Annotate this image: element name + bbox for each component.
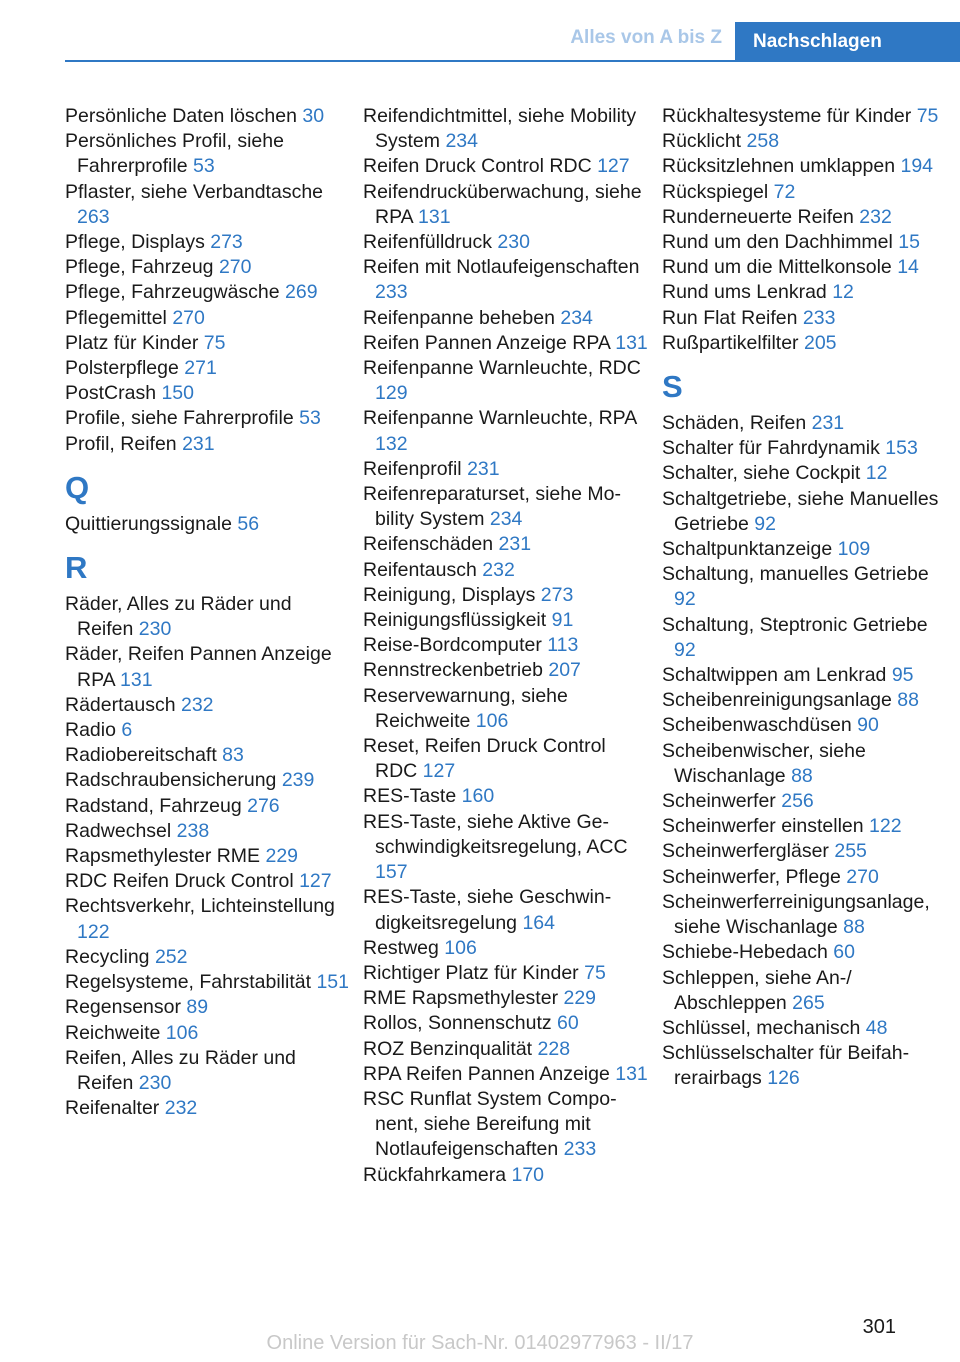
index-entry [363, 1163, 648, 1188]
index-entry [363, 331, 648, 356]
index-entry-term: RES-Taste [363, 785, 462, 808]
index-entry-term: Reifenpanne Warnleuchte, RPA [363, 407, 637, 430]
index-entry-page-link[interactable]: 232 [180, 693, 214, 716]
index-entry-term: Schaltgetriebe, siehe Manuelles Getriebe [662, 487, 939, 535]
index-entry-page-link[interactable]: 92 [674, 588, 696, 611]
index-entry-term: Reifen Druck Control RDC [363, 155, 598, 178]
index-entry-term: Runderneuerte Reifen [662, 205, 860, 228]
index-entry [662, 230, 947, 255]
index-entry-term: PostCrash [65, 382, 162, 405]
index-entry-term: Reifenreparaturset, siehe Mobility System [363, 483, 621, 531]
index-entry-page-link[interactable]: 75 [203, 331, 226, 354]
index-entry [65, 945, 350, 970]
index-entry-page-link[interactable]: 273 [540, 583, 574, 606]
index-entry-term: Reinigung, Displays [363, 583, 541, 606]
index-entry-term: RPA Reifen Pannen Anzeige [363, 1062, 616, 1085]
index-entry-page-link[interactable]: 126 [767, 1067, 800, 1090]
index-entry [65, 1046, 350, 1096]
index-entry [662, 104, 947, 129]
index-entry [65, 331, 350, 356]
index-entry [662, 154, 947, 179]
index-column-2 [363, 104, 648, 1188]
index-entry [65, 306, 350, 331]
index-entry-page-link[interactable]: 132 [375, 432, 408, 455]
index-entry-term: Pflege, Displays [65, 231, 211, 254]
index-entry-term: Schlüsselschalter für Beifahrerairbags [662, 1042, 910, 1090]
index-entry-term: Rücklicht [662, 130, 747, 153]
index-entry-term: Radschraubensicherung [65, 769, 282, 792]
index-entry-term: Schäden, Reifen [662, 412, 812, 435]
index-entry-term: Regelsysteme, Fahrstabilität [65, 971, 317, 994]
index-entry [65, 432, 350, 457]
index-entry-page-link[interactable]: 6 [121, 719, 133, 742]
index-entry [363, 482, 648, 532]
index-entry-term: Regensensor [65, 996, 187, 1019]
index-entry-page-link[interactable]: 88 [791, 764, 813, 787]
index-entry-term: Reifenpanne Warnleuchte, RDC [363, 357, 641, 380]
index-entry-page-link[interactable]: 48 [865, 1016, 888, 1039]
index-entry [662, 411, 947, 436]
index-entry [662, 966, 947, 1016]
header-section-title: Alles von A bis Z [570, 27, 722, 48]
index-entry-term: Räder, Alles zu Räder und Reifen [65, 593, 292, 641]
index-entry-term: Rückhaltesysteme für Kinder [662, 105, 917, 127]
index-entry-page-link[interactable]: 15 [898, 231, 920, 254]
index-entry-term: Persönliche Daten löschen [65, 105, 303, 127]
index-entry-page-link[interactable]: 231 [498, 533, 532, 556]
index-entry [363, 356, 648, 406]
index-entry-term: Rund um die Mittelkonsole [662, 256, 898, 279]
index-entry-term: Rund um den Dachhimmel [662, 231, 899, 254]
index-entry-page-link[interactable]: 258 [746, 130, 780, 153]
index-entry-term: Radwechsel [65, 819, 177, 842]
index-entry-term: Reichweite [65, 1021, 166, 1044]
index-entry-term: Platz für Kinder [65, 331, 204, 354]
index-entry-page-link[interactable]: 106 [165, 1021, 199, 1044]
index-entry-page-link[interactable]: 270 [218, 256, 252, 279]
index-entry [363, 255, 648, 305]
index-entry-page-link[interactable]: 263 [77, 205, 110, 228]
index-entry-term: Scheinwerfer einstellen [662, 815, 870, 838]
index-entry-term: Rapsmethylester RME [65, 845, 266, 868]
index-entry [65, 642, 350, 692]
index-entry-term: Pflege, Fahrzeugwäsche [65, 281, 286, 304]
index-entry-term: Rädertausch [65, 693, 181, 716]
index-entry-page-link[interactable]: 233 [375, 281, 408, 304]
index-entry-page-link[interactable]: 12 [865, 462, 888, 485]
index-entry-term: Reifendichtmittel, siehe Mobility System [363, 105, 637, 153]
index-entry [662, 789, 947, 814]
index-entry-page-link[interactable]: 131 [418, 205, 451, 228]
index-entry [65, 819, 350, 844]
index-entry [363, 104, 648, 154]
index-entry [363, 457, 648, 482]
index-entry-term: ROZ Benzinqualität [363, 1037, 538, 1060]
index-entry-page-link[interactable]: 229 [563, 987, 597, 1010]
index-entry [65, 592, 350, 642]
index-entry [65, 1096, 350, 1121]
online-version-footer: Online Version für Sach-Nr. 01402977963 - II/17 [266, 1332, 694, 1354]
index-entry [662, 865, 947, 890]
index-entry-page-link[interactable]: 122 [869, 815, 902, 838]
index-entry-page-link[interactable]: 230 [497, 231, 530, 254]
index-entry-term: Reservewarnung, siehe Reichweite [363, 684, 568, 732]
index-entry-page-link[interactable]: 157 [375, 861, 408, 884]
index-entry [363, 306, 648, 331]
index-entry [662, 839, 947, 864]
index-entry-term: Rückfahrkamera [363, 1163, 512, 1186]
index-entry [662, 688, 947, 713]
index-entry [662, 814, 947, 839]
index-entry-term: Räder, Reifen Pannen Anzeige RPA [65, 643, 332, 691]
index-entry-term: Profil, Reifen [65, 432, 183, 455]
index-entry [662, 487, 947, 537]
index-entry [662, 562, 947, 612]
index-entry-page-link[interactable]: 153 [885, 437, 918, 460]
index-entry [65, 180, 350, 230]
index-entry-term: Reifenfülldruck [363, 231, 498, 254]
index-entry-term: Rückspiegel [662, 180, 774, 203]
index-entry [662, 306, 947, 331]
index-entry-term: Rennstreckenbetrieb [363, 659, 549, 682]
index-entry [662, 713, 947, 738]
index-entry [363, 658, 648, 683]
index-entry-term: Scheinwerfer, Pflege [662, 865, 847, 888]
index-entry [363, 230, 648, 255]
index-entry-term: Scheinwerfergläser [662, 840, 835, 863]
index-entry-term: Schaltung, manuelles Getriebe [662, 563, 929, 586]
index-entry-term: Reifenalter [65, 1097, 165, 1120]
index-entry [662, 129, 947, 154]
index-column-1 [65, 104, 350, 1121]
index-entry-page-link[interactable]: 60 [557, 1012, 579, 1035]
index-entry [662, 1016, 947, 1041]
index-entry-term: Scheibenwischer, siehe Wischanlage [662, 739, 866, 787]
index-entry-page-link[interactable]: 127 [422, 760, 456, 783]
index-entry-page-link[interactable]: 230 [138, 618, 172, 641]
index-entry [65, 129, 350, 179]
index-entry-term: Rußpartikelfilter [662, 331, 804, 354]
index-entry-page-link[interactable]: 129 [375, 382, 408, 405]
index-entry [65, 104, 350, 129]
index-entry-page-link[interactable]: 131 [615, 331, 648, 354]
index-entry [363, 986, 648, 1011]
index-entry-term: Scheinwerferreinigungsanlage, siehe Wischanlage [662, 890, 930, 939]
index-entry [363, 961, 648, 986]
index-entry-page-link[interactable]: 160 [461, 785, 495, 808]
index-entry-page-link[interactable]: 127 [597, 155, 630, 178]
index-entry [363, 633, 648, 658]
index-entry-page-link[interactable]: 234 [489, 508, 523, 531]
index-entry-page-link[interactable]: 14 [897, 256, 919, 279]
index-entry [65, 768, 350, 793]
index-entry-term: Rechtsverkehr, Lichteinstellung [65, 895, 335, 918]
index-entry [662, 537, 947, 562]
index-entry-term: Radiobereitschaft [65, 744, 223, 767]
index-entry [65, 869, 350, 894]
index-entry-term: Schlüssel, mechanisch [662, 1016, 866, 1039]
index-entry [363, 784, 648, 809]
index-entry [662, 280, 947, 305]
index-entry-term: Rollos, Sonnenschutz [363, 1012, 558, 1035]
index-entry [65, 381, 350, 406]
index-entry-term: Reifenprofil [363, 457, 468, 480]
index-entry [662, 613, 947, 663]
index-entry-page-link[interactable]: 56 [237, 512, 260, 535]
index-entry-page-link[interactable]: 205 [803, 331, 837, 354]
index-entry-term: Scheinwerfer [662, 790, 782, 813]
index-entry-term: Pflegemittel [65, 306, 173, 329]
index-letter-heading: R [65, 550, 88, 586]
index-entry [363, 1062, 648, 1087]
index-entry-page-link[interactable]: 72 [773, 180, 796, 203]
index-entry-page-link[interactable]: 75 [584, 961, 606, 984]
index-entry [363, 684, 648, 734]
index-entry-term: Reifenpanne beheben [363, 306, 561, 329]
index-entry [363, 558, 648, 583]
index-entry-page-link[interactable]: 265 [792, 991, 825, 1014]
index-entry-term: Reifenschäden [363, 533, 499, 556]
index-entry-page-link[interactable]: 75 [916, 105, 939, 127]
index-entry [363, 1037, 648, 1062]
index-entry-term: Polsterpflege [65, 357, 185, 380]
index-entry [65, 512, 350, 537]
index-entry [65, 230, 350, 255]
index-entry [363, 1011, 648, 1036]
index-entry [662, 1041, 947, 1091]
index-entry-page-link[interactable]: 92 [674, 638, 696, 661]
index-entry [363, 154, 648, 179]
index-entry [65, 995, 350, 1020]
index-entry [363, 1087, 648, 1163]
index-entry-term: Scheibenreinigungsanlage [662, 689, 898, 712]
index-entry-page-link[interactable]: 170 [511, 1163, 545, 1186]
index-entry-page-link[interactable]: 194 [900, 155, 934, 178]
index-entry-term: Reifen Pannen Anzeige RPA [363, 331, 616, 354]
index-entry-term: Rücksitzlehnen umklappen [662, 155, 901, 178]
index-entry-page-link[interactable]: 88 [843, 916, 865, 939]
index-entry-term: Schalter, siehe Cockpit [662, 462, 866, 485]
index-column-3 [662, 104, 947, 1092]
index-entry-term: Recycling [65, 945, 155, 968]
page-number: 301 [862, 1316, 896, 1338]
index-entry-page-link[interactable]: 127 [299, 870, 332, 893]
index-entry-term: Reifen, Alles zu Räder und Reifen [65, 1046, 296, 1094]
index-entry-page-link[interactable]: 90 [857, 714, 879, 737]
index-entry-term: Schleppen, siehe An-/ Abschleppen [662, 966, 852, 1014]
index-entry [662, 461, 947, 486]
index-entry [662, 255, 947, 280]
index-entry [65, 255, 350, 280]
index-entry-page-link[interactable]: 232 [482, 558, 515, 581]
index-entry-page-link[interactable]: 231 [182, 432, 215, 455]
index-entry [65, 280, 350, 305]
index-entry-page-link[interactable]: 53 [299, 407, 321, 430]
index-entry-page-link[interactable]: 88 [897, 689, 919, 712]
index-entry [363, 810, 648, 886]
index-entry-term: Scheibenwaschdüsen [662, 714, 858, 737]
index-entry-term: Persönliches Profil, siehe Fahrerprofile [65, 130, 284, 178]
index-entry-term: Restweg [363, 936, 445, 959]
index-entry [662, 331, 947, 356]
index-entry [65, 406, 350, 431]
index-entry-page-link[interactable]: 164 [522, 911, 555, 934]
index-entry-term: Pflaster, siehe Verbandtasche [65, 180, 324, 203]
index-entry-term: Rund ums Lenkrad [662, 281, 833, 304]
index-entry-page-link[interactable]: 106 [475, 709, 509, 732]
index-entry [363, 608, 648, 633]
index-entry-page-link[interactable]: 109 [837, 538, 871, 561]
index-entry-term: Reise-Bordcomputer [363, 634, 548, 657]
index-entry-page-link[interactable]: 151 [316, 971, 349, 994]
index-entry-term: Reinigungsflüssigkeit [363, 609, 552, 632]
index-entry-page-link[interactable]: 276 [247, 794, 280, 817]
index-entry-term: RES-Taste, siehe Geschwindigkeitsregelung [363, 886, 612, 934]
index-entry [363, 583, 648, 608]
index-entry [65, 356, 350, 381]
index-entry [662, 205, 947, 230]
index-entry-page-link[interactable]: 122 [77, 920, 110, 943]
index-entry-page-link[interactable]: 60 [833, 941, 855, 964]
index-entry-page-link[interactable]: 233 [563, 1138, 597, 1161]
index-entry [65, 693, 350, 718]
index-entry-term: Pflege, Fahrzeug [65, 256, 219, 279]
index-entry [662, 180, 947, 205]
index-entry-page-link[interactable]: 230 [138, 1071, 172, 1094]
index-entry-page-link[interactable]: 89 [186, 996, 209, 1019]
index-entry-page-link[interactable]: 12 [832, 281, 854, 304]
index-entry-page-link[interactable]: 53 [192, 155, 215, 178]
index-entry [65, 794, 350, 819]
index-entry-page-link[interactable]: 232 [859, 205, 892, 228]
index-entry-page-link[interactable]: 150 [161, 382, 194, 405]
index-entry-term: Schiebe-Hebedach [662, 941, 834, 964]
index-entry-page-link[interactable]: 269 [285, 281, 318, 304]
index-entry-page-link[interactable]: 232 [164, 1097, 198, 1120]
index-entry-term: RME Rapsmethylester [363, 987, 564, 1010]
index-entry-page-link[interactable]: 95 [891, 664, 914, 687]
index-entry-page-link[interactable]: 228 [537, 1037, 571, 1060]
index-entry-term: RSC Runflat System Component, siehe Bereifung mit Notlaufeigenschaften [363, 1087, 617, 1161]
index-entry [662, 436, 947, 461]
index-entry-page-link[interactable]: 234 [445, 130, 478, 153]
index-entry-page-link[interactable]: 239 [281, 769, 315, 792]
index-entry-page-link[interactable]: 231 [467, 457, 500, 480]
index-entry-page-link[interactable]: 207 [548, 659, 581, 682]
index-entry [65, 1021, 350, 1046]
index-entry [65, 743, 350, 768]
index-entry-page-link[interactable]: 234 [560, 306, 593, 329]
index-entry [65, 970, 350, 995]
index-entry-term: Schaltung, Steptronic Getriebe [662, 613, 928, 636]
index-entry [662, 663, 947, 688]
index-entry-term: Run Flat Reifen [662, 306, 803, 329]
index-entry [65, 718, 350, 743]
index-letter-heading: S [662, 369, 683, 405]
index-entry-term: Radio [65, 719, 122, 742]
header-tab: Nachschlagen [735, 22, 960, 61]
index-entry [662, 739, 947, 789]
index-entry-term: Reset, Reifen Druck Control RDC [363, 735, 606, 783]
index-entry-page-link[interactable]: 270 [846, 865, 879, 888]
index-entry-term: Schaltpunktanzeige [662, 538, 838, 561]
index-entry [662, 890, 947, 940]
index-entry-page-link[interactable]: 271 [184, 357, 217, 380]
index-entry-page-link[interactable]: 131 [615, 1062, 648, 1085]
index-entry-page-link[interactable]: 270 [172, 306, 205, 329]
index-entry-page-link[interactable]: 233 [802, 306, 836, 329]
index-entry-term: Quittierungssignale [65, 512, 238, 535]
index-entry-term: RES-Taste, siehe Aktive Geschwindigkeitsregelung, ACC [363, 810, 628, 858]
index-entry [363, 532, 648, 557]
index-entry [363, 936, 648, 961]
index-entry-term: RDC Reifen Druck Control [65, 870, 300, 893]
index-entry-term: Radstand, Fahrzeug [65, 794, 248, 817]
index-entry-page-link[interactable]: 231 [811, 412, 845, 435]
index-entry-page-link[interactable]: 252 [154, 945, 188, 968]
index-entry-term: Richtiger Platz für Kinder [363, 961, 585, 984]
index-entry-term: Schalter für Fahrdynamik [662, 437, 886, 460]
index-entry-page-link[interactable]: 256 [781, 790, 814, 813]
index-entry-page-link[interactable]: 229 [265, 845, 299, 868]
index-entry-page-link[interactable]: 92 [754, 512, 776, 535]
index-entry [65, 844, 350, 869]
index-entry-page-link[interactable]: 91 [551, 609, 574, 632]
index-entry [363, 406, 648, 456]
index-entry-term: Profile, siehe Fahrerprofile [65, 407, 300, 430]
index-entry [65, 894, 350, 944]
index-entry [363, 734, 648, 784]
index-entry [363, 180, 648, 230]
index-letter-heading: Q [65, 469, 90, 505]
index-entry-term: Reifendrucküberwachung, siehe RPA [363, 180, 642, 228]
index-entry-term: Schaltwippen am Lenkrad [662, 664, 892, 687]
index-entry-page-link[interactable]: 238 [176, 819, 210, 842]
index-entry-page-link[interactable]: 255 [834, 840, 867, 863]
index-entry [662, 940, 947, 965]
index-entry-page-link[interactable]: 106 [444, 936, 477, 959]
index-entry-page-link[interactable]: 113 [547, 634, 579, 657]
index-entry-page-link[interactable]: 30 [302, 105, 325, 127]
index-entry-term: Reifentausch [363, 558, 483, 581]
index-entry [363, 885, 648, 935]
index-entry-page-link[interactable]: 83 [222, 744, 244, 767]
index-entry-page-link[interactable]: 131 [120, 668, 153, 691]
index-entry-term: Reifen mit Notlaufeigenschaften [363, 256, 640, 279]
index-entry-page-link[interactable]: 273 [210, 231, 243, 254]
